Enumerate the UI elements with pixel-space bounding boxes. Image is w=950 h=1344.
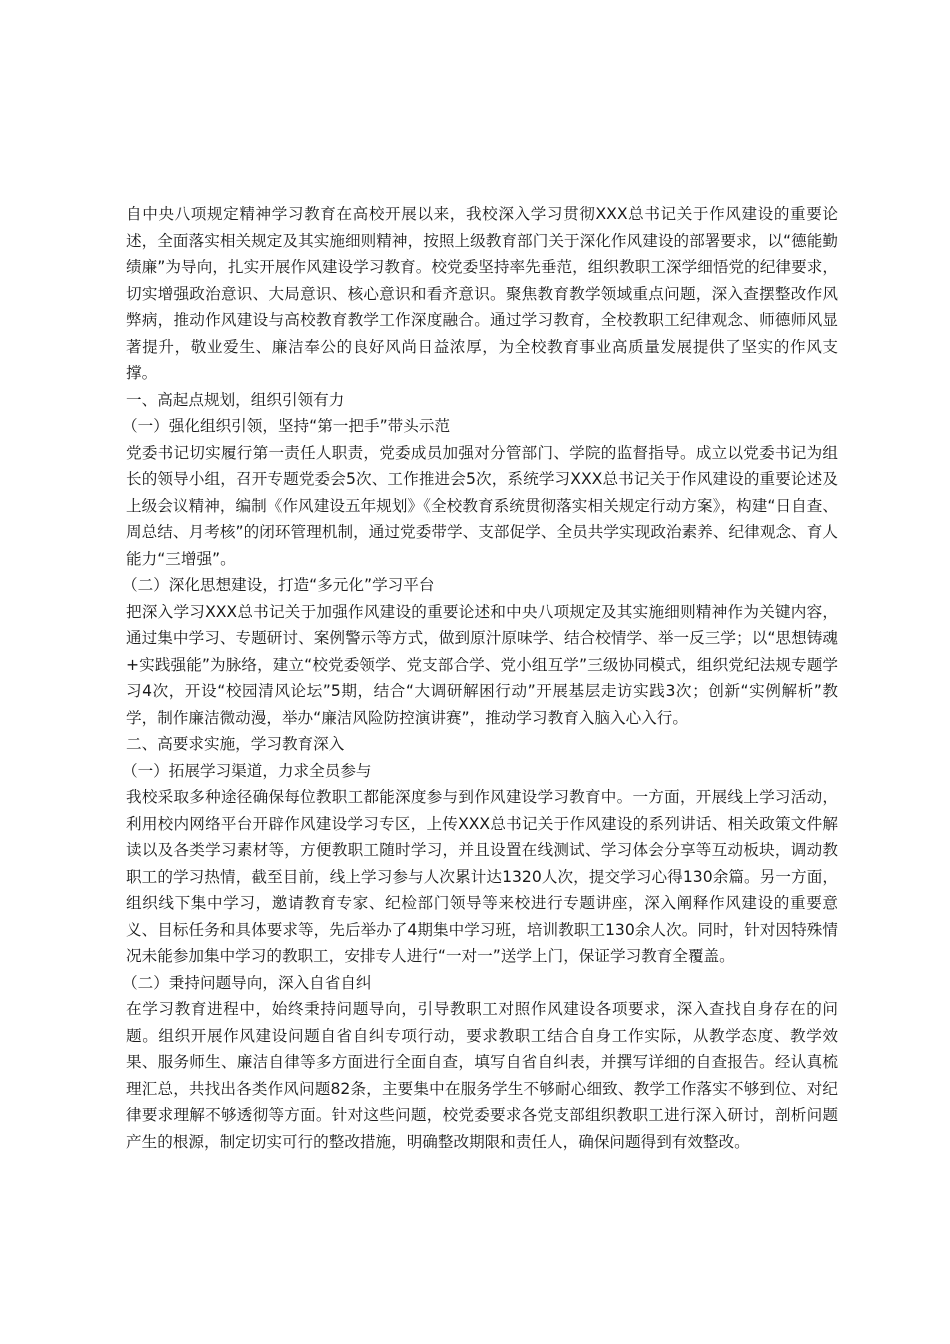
subsection-heading-2-1: （一）拓展学习渠道，力求全员参与: [122, 761, 372, 780]
document-body: [122, 201, 838, 1155]
section-heading-1: 一、高起点规划，组织引领有力: [126, 390, 345, 409]
body-paragraph-2-2: 在学习教育进程中，始终秉持问题导向，引导教职工对照作风建设各项要求，深入查找自身存在的问题。组织开展作风建设问题自省自纠专项行动，要求教职工结合自身工作实际，从教学态度、教学效果、服务师生、廉洁自律等多方面进行全面自查，填写自省自纠表，并撰写详细的自查报告。经认真梳理汇总，共找出各类作风问题82条，主要集中在服务学生不够耐心细致、教学工作落实不够到位、对纪律要求理解不够透彻等方面。针对这些问题，校党委要求各党支部组织教职工进行深入研讨，剖析问题产生的根源，制定切实可行的整改措施，明确整改期限和责任人，确保问题得到有效整改。: [126, 1000, 838, 1151]
body-paragraph-1-1: 党委书记切实履行第一责任人职责，党委成员加强对分管部门、学院的监督指导。成立以党委书记为组长的领导小组，召开专题党委会5次、工作推进会5次，系统学习XXX总书记关于作风建设的重要论述及上级会议精神，编制《作风建设五年规划》《全校教育系统贯彻落实相关规定行动方案》，构建“日自查、周总结、月考核”的闭环管理机制，通过党委带学、支部促学、全员共学实现政治素养、纪律观念、育人能力“三增强”。: [126, 443, 838, 568]
section-heading-2: 二、高要求实施，学习教育深入: [126, 735, 345, 753]
subsection-heading-2-2: （二）秉持问题导向，深入自省自纠: [122, 973, 372, 992]
body-paragraph-2-1: 我校采取多种途径确保每位教职工都能深度参与到作风建设学习教育中。一方面，开展线上学习活动，利用校内网络平台开辟作风建设学习专区，上传XXX总书记关于作风建设的系列讲话、相关政策文件解读以及各类学习素材等，方便教职工随时学习，并且设置在线测试、学习体会分享等互动板块，调动教职工的学习热情，截至目前，线上学习参与人次累计达1320人次，提交学习心得130余篇。另一方面，组织线下集中学习，邀请教育专家、纪检部门领导等来校进行专题讲座，深入阐释作风建设的重要意义、目标任务和具体要求等，先后举办了4期集中学习班，培训教职工130余人次。同时，针对因特殊情况未能参加集中学习的教职工，安排专人进行“一对一”送学上门，保证学习教育全覆盖。: [126, 788, 838, 965]
subsection-heading-1-2: （二）深化思想建设，打造“多元化”学习平台: [122, 576, 435, 594]
subsection-heading-1-1: （一）强化组织引领，坚持“第一把手”带头示范: [122, 417, 451, 435]
body-paragraph-1-2: 把深入学习XXX总书记关于加强作风建设的重要论述和中央八项规定及其实施细则精神作为关键内容，通过集中学习、专题研讨、案例警示等方式，做到原汁原味学、结合校情学、举一反三学；以“思想铸魂+实践强能”为脉络，建立“校党委领学、党支部合学、党小组互学”三级协同模式，组织党纪法规专题学习4次，开设“校园清风论坛”5期，结合“大调研解困行动”开展基层走访实践3次；创新“实例解析”教学，制作廉洁微动漫，举办“廉洁风险防控演讲赛”，推动学习教育入脑入心入行。: [126, 602, 838, 727]
intro-paragraph: 自中央八项规定精神学习教育在高校开展以来，我校深入学习贯彻XXX总书记关于作风建设的重要论述，全面落实相关规定及其实施细则精神，按照上级教育部门关于深化作风建设的部署要求，以“德能勤绩廉”为导向，扎实开展作风建设学习教育。校党委坚持率先垂范，组织教职工深学细悟党的纪律要求，切实增强政治意识、大局意识、核心意识和看齐意识。聚焦教育教学领域重点问题，深入查摆整改作风弊病，推动作风建设与高校教育教学工作深度融合。通过学习教育，全校教职工纪律观念、师德师风显著提升，敬业爱生、廉洁奉公的良好风尚日益浓厚，为全校教育事业高质量发展提供了坚实的作风支撑。: [126, 205, 838, 382]
